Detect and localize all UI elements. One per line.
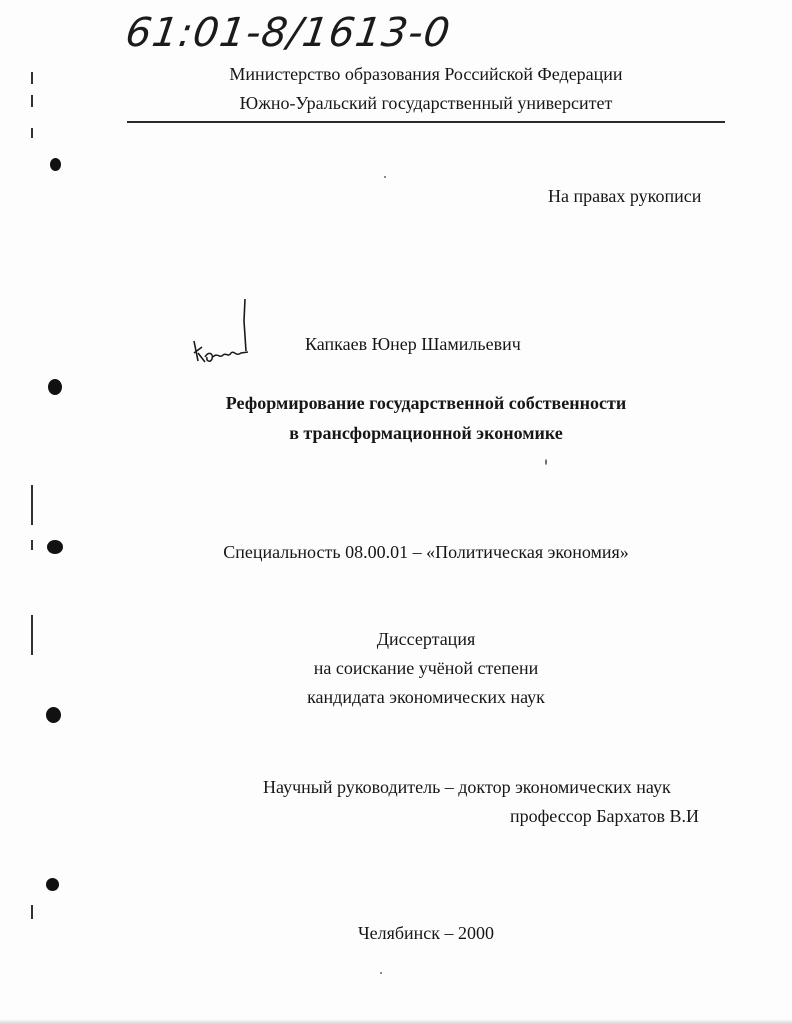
punch-hole-1 [50,158,61,171]
punch-hole-4 [46,707,61,723]
margin-mark-5 [31,540,33,550]
rights-note: На правах рукописи [548,186,702,206]
margin-mark-4 [31,485,33,525]
dissertation-title-line-2: в трансформационной экономике [289,423,563,443]
author-name: Капкаев Юнер Шамильевич [305,334,521,354]
punch-hole-2 [48,379,62,395]
scan-speck-3 [380,972,382,974]
margin-mark-1 [31,72,33,84]
university-heading: Южно-Уральский государственный университет [239,93,613,113]
punch-hole-5 [46,878,59,891]
margin-mark-6 [31,615,33,655]
margin-mark-3 [31,128,33,138]
supervisor-line-1: Научный руководитель – доктор экономических наук [263,777,671,797]
punch-hole-3 [47,540,63,554]
page-bottom-edge [0,1019,792,1024]
degree-purpose: на соискание учёной степени [313,658,539,678]
scan-speck-2 [545,459,547,465]
dissertation-title-line-1: Реформирование государственной собственности [225,393,627,413]
degree-name: кандидата экономических наук [307,687,545,707]
ministry-heading: Министерство образования Российской Федерации [229,64,623,84]
degree-type: Диссертация [376,629,476,649]
scan-speck-1 [384,176,386,178]
place-year: Челябинск – 2000 [357,923,495,943]
supervisor-line-2: профессор Бархатов В.И [510,806,699,826]
specialty: Специальность 08.00.01 – «Политическая экономия» [223,542,629,562]
archive-code-handwritten: 61:01-8/1613-0 [122,10,454,56]
author-signature [186,295,266,370]
margin-mark-2 [31,95,33,107]
margin-mark-7 [31,905,33,919]
header-divider [127,121,725,123]
